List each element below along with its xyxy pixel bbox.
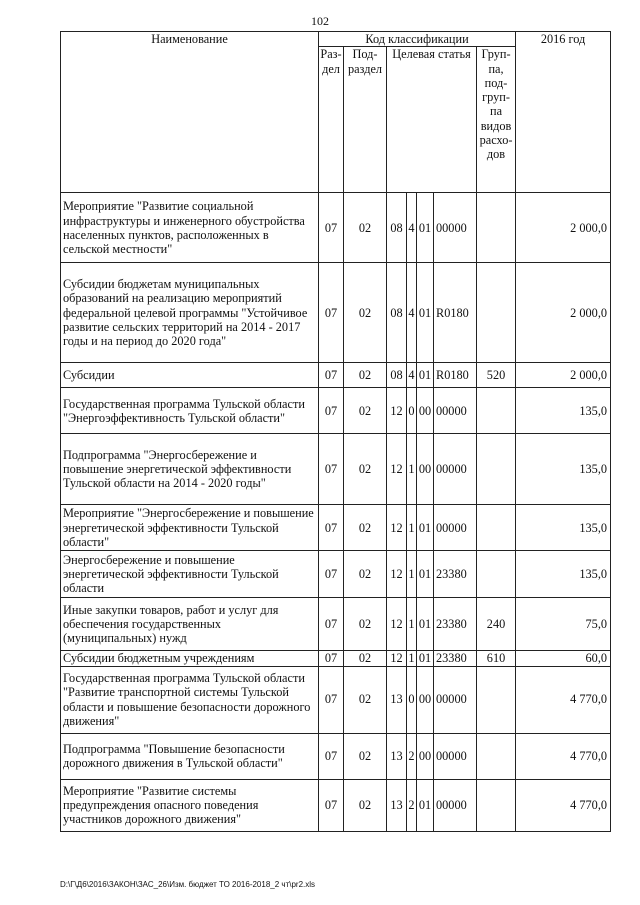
row-name: Подпрограмма "Повышение безопасности дорожного движения в Тульской области" <box>61 733 319 779</box>
row-amount: 75,0 <box>516 598 611 651</box>
row-amount: 4 770,0 <box>516 733 611 779</box>
row-podrazdel: 02 <box>344 363 387 388</box>
row-amount: 135,0 <box>516 434 611 505</box>
row-target-event: 01 <box>417 505 434 551</box>
row-razdel: 07 <box>319 779 344 831</box>
row-expense-group <box>477 263 516 363</box>
row-name: Иные закупки товаров, работ и услуг для обеспечения государственных (муниципальных) нужд <box>61 598 319 651</box>
header-classification: Код классификации <box>319 32 516 47</box>
row-target-program: 13 <box>387 666 407 733</box>
row-target-direction: 00000 <box>434 193 477 263</box>
row-podrazdel: 02 <box>344 666 387 733</box>
row-target-subprogram: 1 <box>407 551 417 598</box>
header-subsection: Под- раздел <box>344 47 387 193</box>
row-target-event: 01 <box>417 651 434 666</box>
row-amount: 135,0 <box>516 505 611 551</box>
row-target-direction: 00000 <box>434 388 477 434</box>
row-name: Мероприятие "Энергосбережение и повышение энергетической эффективности Тульской области" <box>61 505 319 551</box>
row-razdel: 07 <box>319 505 344 551</box>
row-expense-group: 240 <box>477 598 516 651</box>
row-amount: 135,0 <box>516 551 611 598</box>
row-razdel: 07 <box>319 193 344 263</box>
header-section: Раз- дел <box>319 47 344 193</box>
row-target-event: 01 <box>417 551 434 598</box>
row-target-event: 01 <box>417 263 434 363</box>
table-row <box>61 193 611 263</box>
row-target-subprogram: 2 <box>407 733 417 779</box>
row-target-event: 01 <box>417 779 434 831</box>
row-expense-group <box>477 434 516 505</box>
table-row <box>61 598 611 651</box>
header-year: 2016 год <box>516 32 611 193</box>
row-target-program: 08 <box>387 193 407 263</box>
table-row <box>61 651 611 666</box>
row-target-subprogram: 1 <box>408 651 415 666</box>
row-name: Государственная программа Тульской области "Развитие транспортной системы Тульской области и повышение безопасности дорожного движения" <box>61 666 319 733</box>
row-target-direction: 00000 <box>434 505 477 551</box>
row-expense-group <box>477 388 516 434</box>
row-expense-group <box>477 505 516 551</box>
row-expense-group <box>477 193 516 263</box>
row-target-subprogram: 4 <box>407 263 417 363</box>
row-target-direction: 23380 <box>434 651 477 666</box>
row-razdel: 07 <box>319 551 344 598</box>
row-target-program: 12 <box>387 505 407 551</box>
row-target-event: 01 <box>417 193 434 263</box>
header-row-top <box>61 32 611 47</box>
table-row <box>61 666 611 733</box>
row-podrazdel: 02 <box>344 598 387 651</box>
row-podrazdel: 02 <box>344 733 387 779</box>
row-podrazdel: 02 <box>344 193 387 263</box>
row-razdel: 07 <box>319 666 344 733</box>
row-razdel: 07 <box>319 263 344 363</box>
row-podrazdel: 02 <box>344 388 387 434</box>
row-expense-group <box>477 666 516 733</box>
row-target-direction: 00000 <box>434 779 477 831</box>
row-target-direction: 23380 <box>434 551 477 598</box>
table-row <box>61 779 611 831</box>
row-name: Энергосбережение и повышение энергетической эффективности Тульской области <box>61 551 319 598</box>
row-amount: 2 000,0 <box>516 363 611 388</box>
row-expense-group: 520 <box>477 363 516 388</box>
row-target-direction: 00000 <box>434 733 477 779</box>
row-razdel: 07 <box>319 651 344 666</box>
row-amount: 4 770,0 <box>516 779 611 831</box>
row-target-program: 12 <box>387 651 407 666</box>
table-row <box>61 551 611 598</box>
row-target-event: 00 <box>417 666 434 733</box>
row-name: Субсидии бюджетам муниципальных образований на реализацию мероприятий федеральной целевой программы "Устойчивое развитие сельских территорий на 2014 - 2017 годы и на период до 2020 года" <box>61 263 319 363</box>
file-path-footer: D:\Г\Д6\2016\ЗАКОН\ЗАС_26\Изм. бюджет ТО 2016-2018_2 чт\pr2.xls <box>60 880 316 889</box>
table-row <box>61 388 611 434</box>
row-podrazdel: 02 <box>344 651 387 666</box>
page-number: 102 <box>311 14 329 28</box>
row-target-event: 00 <box>417 733 434 779</box>
row-target-program: 08 <box>387 263 407 363</box>
row-podrazdel: 02 <box>344 505 387 551</box>
row-name: Государственная программа Тульской области "Энергоэффективность Тульской области" <box>61 388 319 434</box>
row-target-direction: 00000 <box>434 666 477 733</box>
row-target-subprogram: 4 <box>407 193 417 263</box>
row-target-event: 00 <box>417 388 434 434</box>
row-target-subprogram: 0 <box>407 388 417 434</box>
row-amount: 2 000,0 <box>516 193 611 263</box>
table-row <box>61 434 611 505</box>
header-name: Наименование <box>61 32 319 193</box>
table-row <box>61 263 611 363</box>
row-amount: 135,0 <box>516 388 611 434</box>
row-target-subprogram: 0 <box>407 666 417 733</box>
header-target-article: Целевая статья <box>387 47 477 193</box>
row-target-program: 12 <box>387 388 407 434</box>
table-row <box>61 363 611 388</box>
row-name: Мероприятие "Развитие системы предупреждения опасного поведения участников дорожного движения" <box>61 779 319 831</box>
row-target-subprogram: 2 <box>407 779 417 831</box>
row-target-event: 01 <box>417 363 434 388</box>
row-podrazdel: 02 <box>344 263 387 363</box>
row-target-program: 12 <box>387 551 407 598</box>
row-razdel: 07 <box>319 388 344 434</box>
row-name: Мероприятие "Развитие социальной инфраструктуры и инженерного обустройства населенных пунктов, расположенных в сельской местности" <box>61 193 319 263</box>
row-razdel: 07 <box>319 363 344 388</box>
table-row <box>61 505 611 551</box>
row-razdel: 07 <box>319 733 344 779</box>
row-target-event: 00 <box>417 434 434 505</box>
row-podrazdel: 02 <box>344 779 387 831</box>
row-podrazdel: 02 <box>344 434 387 505</box>
row-name: Подпрограмма "Энергосбережение и повышение энергетической эффективности Тульской области на 2014 - 2020 годы" <box>61 434 319 505</box>
row-target-subprogram: 1 <box>407 598 417 651</box>
row-target-program: 12 <box>387 434 407 505</box>
row-target-direction: 23380 <box>434 598 477 651</box>
row-target-direction: R0180 <box>434 263 477 363</box>
row-amount: 2 000,0 <box>516 263 611 363</box>
row-target-program: 13 <box>387 779 407 831</box>
row-amount: 4 770,0 <box>516 666 611 733</box>
row-podrazdel: 02 <box>344 551 387 598</box>
row-target-direction: R0180 <box>434 363 477 388</box>
row-name: Субсидии <box>61 363 319 388</box>
row-razdel: 07 <box>319 598 344 651</box>
header-expense-group: Груп- па, под- груп- па видов расхо- дов <box>477 47 516 193</box>
row-target-program: 12 <box>387 598 407 651</box>
budget-table <box>60 31 611 832</box>
row-target-subprogram: 1 <box>407 505 417 551</box>
row-target-direction: 00000 <box>434 434 477 505</box>
row-target-subprogram: 4 <box>407 363 417 388</box>
row-razdel: 07 <box>319 434 344 505</box>
row-target-subprogram: 1 <box>407 434 417 505</box>
row-name: Субсидии бюджетным учреждениям <box>61 651 319 666</box>
row-expense-group <box>477 779 516 831</box>
row-expense-group <box>477 733 516 779</box>
row-expense-group: 610 <box>477 651 516 666</box>
row-target-event: 01 <box>417 598 434 651</box>
row-target-program: 13 <box>387 733 407 779</box>
row-expense-group <box>477 551 516 598</box>
row-amount: 60,0 <box>516 651 611 666</box>
table-row <box>61 733 611 779</box>
row-target-program: 08 <box>387 363 407 388</box>
